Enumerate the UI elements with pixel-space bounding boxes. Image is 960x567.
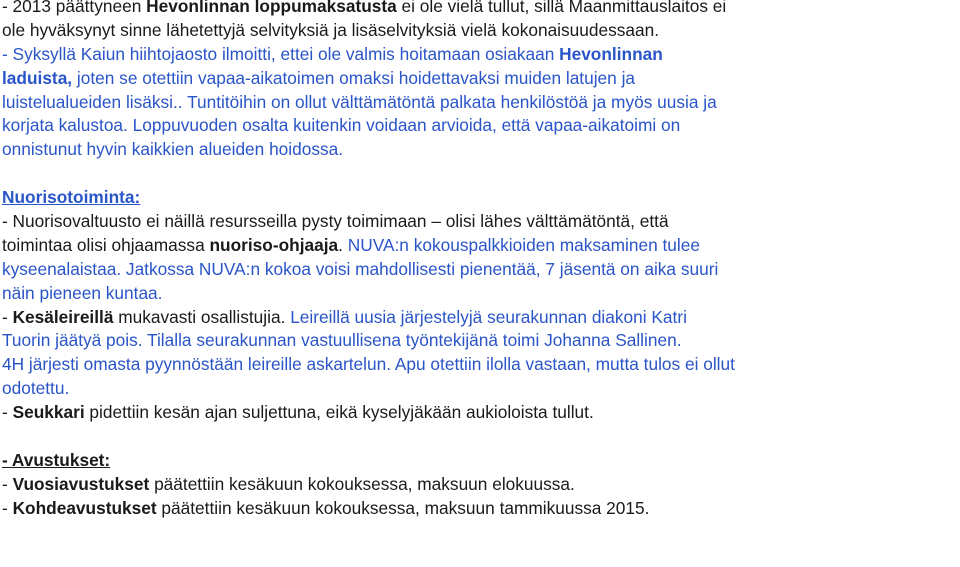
text-run: Kohdeavustukset (12, 497, 157, 518)
text-line (2, 282, 958, 306)
text-run: - (2, 497, 13, 518)
text-run: Vuosiavustukset (12, 473, 150, 494)
text-run: Tuorin jäätyä pois. (2, 330, 143, 351)
text-line (2, 329, 958, 353)
text-run: - (2, 402, 13, 423)
text-line (2, 449, 958, 473)
text-line (2, 67, 958, 91)
text-run: Leireillä uusia järjestelyjä seurakunnan diakoni Katri (290, 306, 687, 327)
text-run: - 2013 päättyneen (2, 0, 147, 16)
text-run: ei ole vielä tullut, sillä Maanmittauslaitos ei (396, 0, 727, 16)
text-line (2, 114, 958, 138)
text-run: pidettiin kesän ajan suljettuna, eikä kyselyjäkään aukioloista tullut. (84, 402, 594, 423)
text-run: 4H järjesti omasta pyynnöstään leireille askartelun. (2, 354, 392, 375)
text-run: mukavasti osallistujia. (113, 306, 291, 327)
text-run: Jatkossa NUVA:n kokoa voisi mahdollisesti pienentää, 7 jäsentä on aika suuri (121, 258, 719, 279)
text-run: - (2, 306, 13, 327)
text-run: laduista, (2, 67, 73, 88)
text-line (2, 258, 958, 282)
text-line (2, 186, 958, 210)
text-line (2, 138, 958, 162)
text-run: Hevonlinnan loppumaksatusta (146, 0, 397, 16)
text-run: kyseenalaistaa. (2, 258, 122, 279)
text-run: Apu otettiin ilolla vastaan, mutta tulos ei ollut (391, 354, 735, 375)
paragraph-spacer (2, 162, 958, 186)
text-run: luistelualueiden lisäksi. (2, 91, 178, 112)
text-run: korjata kalustoa. (2, 115, 128, 136)
text-line (2, 0, 958, 19)
text-line (2, 306, 958, 330)
text-run: Seukkari (12, 402, 85, 423)
text-line (2, 210, 958, 234)
text-line (2, 377, 958, 401)
text-run: - (2, 473, 13, 494)
text-run: onnistunut hyvin kaikkien alueiden hoidossa. (2, 139, 344, 160)
text-line (2, 19, 958, 43)
text-line (2, 43, 958, 67)
text-run: NUVA:n kokouspalkkioiden maksaminen tulee (347, 234, 700, 255)
text-run: - Syksyllä Kaiun hiihtojaosto ilmoitti, ettei ole valmis hoitamaan osiakaan (2, 43, 560, 64)
text-run: - Nuorisovaltuusto ei näillä resursseilla pysty toimimaan – olisi lähes välttämätöntä, että (2, 211, 669, 232)
text-run: Tilalla seurakunnan vastuullisena työntekijänä toimi Johanna Sallinen. (142, 330, 682, 351)
text-line (2, 353, 958, 377)
text-run: Hevonlinnan (559, 43, 663, 64)
text-run: ole hyväksynyt sinne lähetettyjä selvityksiä ja lisäselvityksiä vielä kokonaisuudessaan. (2, 19, 660, 40)
text-run: . (338, 234, 348, 255)
text-run: toimintaa olisi ohjaamassa (2, 234, 210, 255)
text-run: - Avustukset: (2, 449, 111, 470)
text-run: joten se otettiin vapaa-aikatoimen omaksi hoidettavaksi muiden latujen ja (72, 67, 636, 88)
text-line (2, 234, 958, 258)
text-line (2, 401, 958, 425)
text-run: Loppuvuoden osalta kuitenkin voidaan arvioida, että vapaa-aikatoimi on (127, 115, 681, 136)
text-run: päätettiin kesäkuun kokouksessa, maksuun tammikuussa 2015. (156, 497, 650, 518)
text-run: päätettiin kesäkuun kokouksessa, maksuun elokuussa. (149, 473, 575, 494)
text-run: nuoriso-ohjaaja (209, 234, 339, 255)
text-line (2, 497, 958, 521)
text-run: odotettu. (2, 378, 70, 399)
text-line (2, 473, 958, 497)
text-run: Nuorisotoiminta: (2, 187, 141, 208)
text-run: näin pieneen kuntaa. (2, 282, 163, 303)
text-run: Kesäleireillä (12, 306, 114, 327)
text-line (2, 91, 958, 115)
paragraph-spacer (2, 425, 958, 449)
text-run: . Tuntitöihin on ollut välttämätöntä palkata henkilöstöä ja myös uusia ja (177, 91, 717, 112)
